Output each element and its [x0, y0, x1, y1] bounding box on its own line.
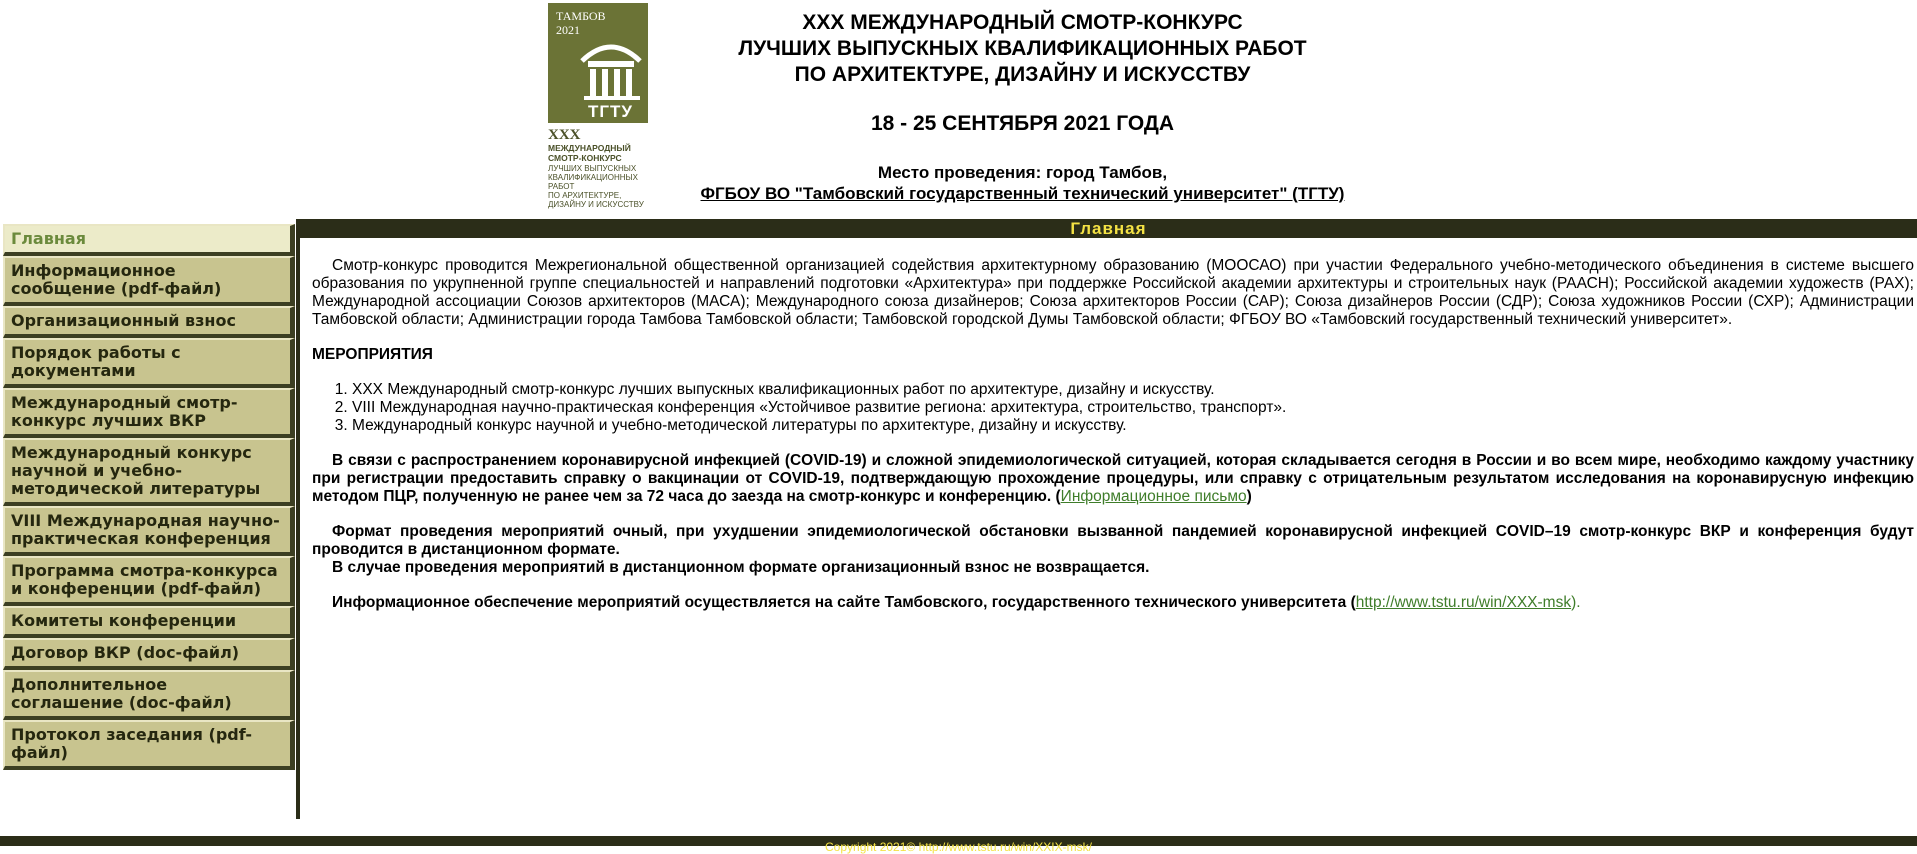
content-title: Главная — [1070, 219, 1147, 238]
list-item: 2. VIII Международная научно-практическая конференция «Устойчивое развитие региона: архитектура, строительство, транспорт». — [352, 399, 1914, 417]
sidebar-item-org-fee[interactable]: Организационный взнос — [3, 306, 295, 338]
logo-line: СМОТР-КОНКУРС — [548, 153, 622, 163]
page-title-line: XXX МЕЖДУНАРОДНЫЙ СМОТР-КОНКУРС — [802, 11, 1243, 34]
sidebar-nav — [3, 224, 295, 770]
list-item: 3. Международный конкурс научной и учебно-методической литературы по архитектуре, дизайну и искусству. — [352, 417, 1914, 435]
main-content — [312, 257, 1914, 612]
sidebar-item-conference[interactable]: VIII Международная научно-практическая конференция — [3, 506, 295, 556]
covid-paragraph — [312, 452, 1914, 506]
format-paragraph: Формат проведения мероприятий очный, при ухудшении эпидемиологической обстановки вызванной пандемией коронавирусной инфекцией COVID–19 смотр-конкурс ВКР и конференция будут проводится в дистанционном формате. — [312, 523, 1914, 558]
page-header — [0, 0, 1917, 216]
logo-emblem — [548, 3, 648, 123]
logo-city: ТАМБОВ — [556, 9, 606, 23]
logo-line: МЕЖДУНАРОДНЫЙ — [548, 143, 631, 153]
content-header-bar — [300, 219, 1917, 238]
page-title-line: ПО АРХИТЕКТУРЕ, ДИЗАЙНУ И ИСКУССТВУ — [794, 63, 1251, 86]
info-letter-link[interactable]: Информационное письмо — [1060, 488, 1247, 505]
logo-year: 2021 — [556, 23, 580, 37]
sidebar-item-committees[interactable]: Комитеты конференции — [3, 606, 295, 638]
sidebar-item-info-message[interactable]: Информационное сообщение (pdf-файл) — [3, 256, 295, 306]
venue: Место проведения: город Тамбов, — [877, 163, 1168, 182]
copyright-text[interactable]: Copyright 2021© http://www.tstu.ru/win/XXIX-msk/ — [825, 840, 1092, 854]
sidebar-item-program[interactable]: Программа смотра-конкурса и конференции (pdf-файл) — [3, 556, 295, 606]
main-divider — [296, 219, 300, 819]
logo-number: XXX — [548, 127, 581, 143]
title-block — [640, 10, 1405, 204]
logo-line: ДИЗАЙНУ И ИСКУССТВУ — [548, 200, 644, 209]
info-paragraph — [312, 594, 1914, 612]
logo-line: РАБОТ — [548, 182, 575, 191]
events-list — [312, 381, 1914, 435]
sidebar-item-vkr-contest[interactable]: Международный смотр-конкурс лучших ВКР — [3, 388, 295, 438]
event-dates: 18 - 25 СЕНТЯБРЯ 2021 ГОДА — [870, 112, 1175, 135]
list-item: 1. XXX Международный смотр-конкурс лучших выпускных квалификационных работ по архитектуре, дизайну и искусству. — [352, 381, 1914, 399]
building-icon — [578, 33, 644, 101]
info-text: Информационное обеспечение мероприятий осуществляется на сайте Тамбовского, государственного технического университета ( — [332, 594, 1356, 611]
page-title-line: ЛУЧШИХ ВЫПУСКНЫХ КВАЛИФИКАЦИОННЫХ РАБОТ — [738, 37, 1307, 60]
covid-close: ) — [1246, 488, 1252, 505]
events-heading: МЕРОПРИЯТИЯ — [312, 346, 433, 363]
logo-line: КВАЛИФИКАЦИОННЫХ — [548, 173, 638, 182]
logo-line: ЛУЧШИХ ВЫПУСКНЫХ — [548, 164, 637, 173]
page-footer — [0, 836, 1917, 854]
sidebar-item-supplementary-agreement[interactable]: Дополнительное соглашение (doc-файл) — [3, 670, 295, 720]
sidebar-item-literature-contest[interactable]: Международный конкурс научной и учебно-методической литературы — [3, 438, 295, 506]
sidebar-item-document-procedure[interactable]: Порядок работы с документами — [3, 338, 295, 388]
sidebar-item-home[interactable]: Главная — [3, 224, 295, 256]
logo-abbr: ТГТУ — [588, 102, 633, 121]
sidebar-item-protocol[interactable]: Протокол заседания (pdf-файл) — [3, 720, 295, 770]
logo-line: ПО АРХИТЕКТУРЕ, — [548, 191, 622, 200]
intro-paragraph: Смотр-конкурс проводится Межрегиональной общественной организацией содействия архитектурному образованию (МООСАО) при участии Федерального учебно-методического объединения в системе высшего образования по укрупненной группе специальностей и направлений подготовки «Архитектура» при поддержке Российской академии архитектуры и строительных наук (РААСН); Российской академии художеств (РАХ); Международной ассоциации Союзов архитекторов (МАСА); Международного союза дизайнеров; Союза архитекторов России (САР); Союза дизайнеров России (СДР); Союза художников России (СХР); Администрации Тамбовской области; Администрации города Тамбова Тамбовской области; Тамбовской городской Думы Тамбовской области; ФГБОУ ВО «Тамбовский государственный технический университет». — [312, 257, 1914, 328]
sidebar-item-vkr-contract[interactable]: Договор ВКР (doc-файл) — [3, 638, 295, 670]
info-close: ). — [1571, 594, 1581, 611]
covid-text: В связи с распространением коронавирусной инфекцией (COVID-19) и сложной эпидемиологической ситуацией, которая складывается сегодня в России и во всем мире, необходимо каждому участнику при регистрации предоставить справку о вакцинации от COVID-19, подтверждающую прохождение процедуры, или справку с отрицательным результатом исследования на коронавирусную инфекцию методом ПЦР, полученную не ранее чем за 72 часа до заезда на смотр-конкурс и конференцию. ( — [312, 452, 1914, 505]
tstu-site-link[interactable]: http://www.tstu.ru/win/XXX-msk — [1355, 594, 1572, 611]
tstu-logo[interactable] — [548, 3, 648, 209]
venue-org-link[interactable]: ФГБОУ ВО "Тамбовский государственный технический университет" (ТГТУ) — [700, 184, 1345, 203]
fee-paragraph: В случае проведения мероприятий в дистанционном формате организационный взнос не возвращается. — [332, 559, 1150, 576]
